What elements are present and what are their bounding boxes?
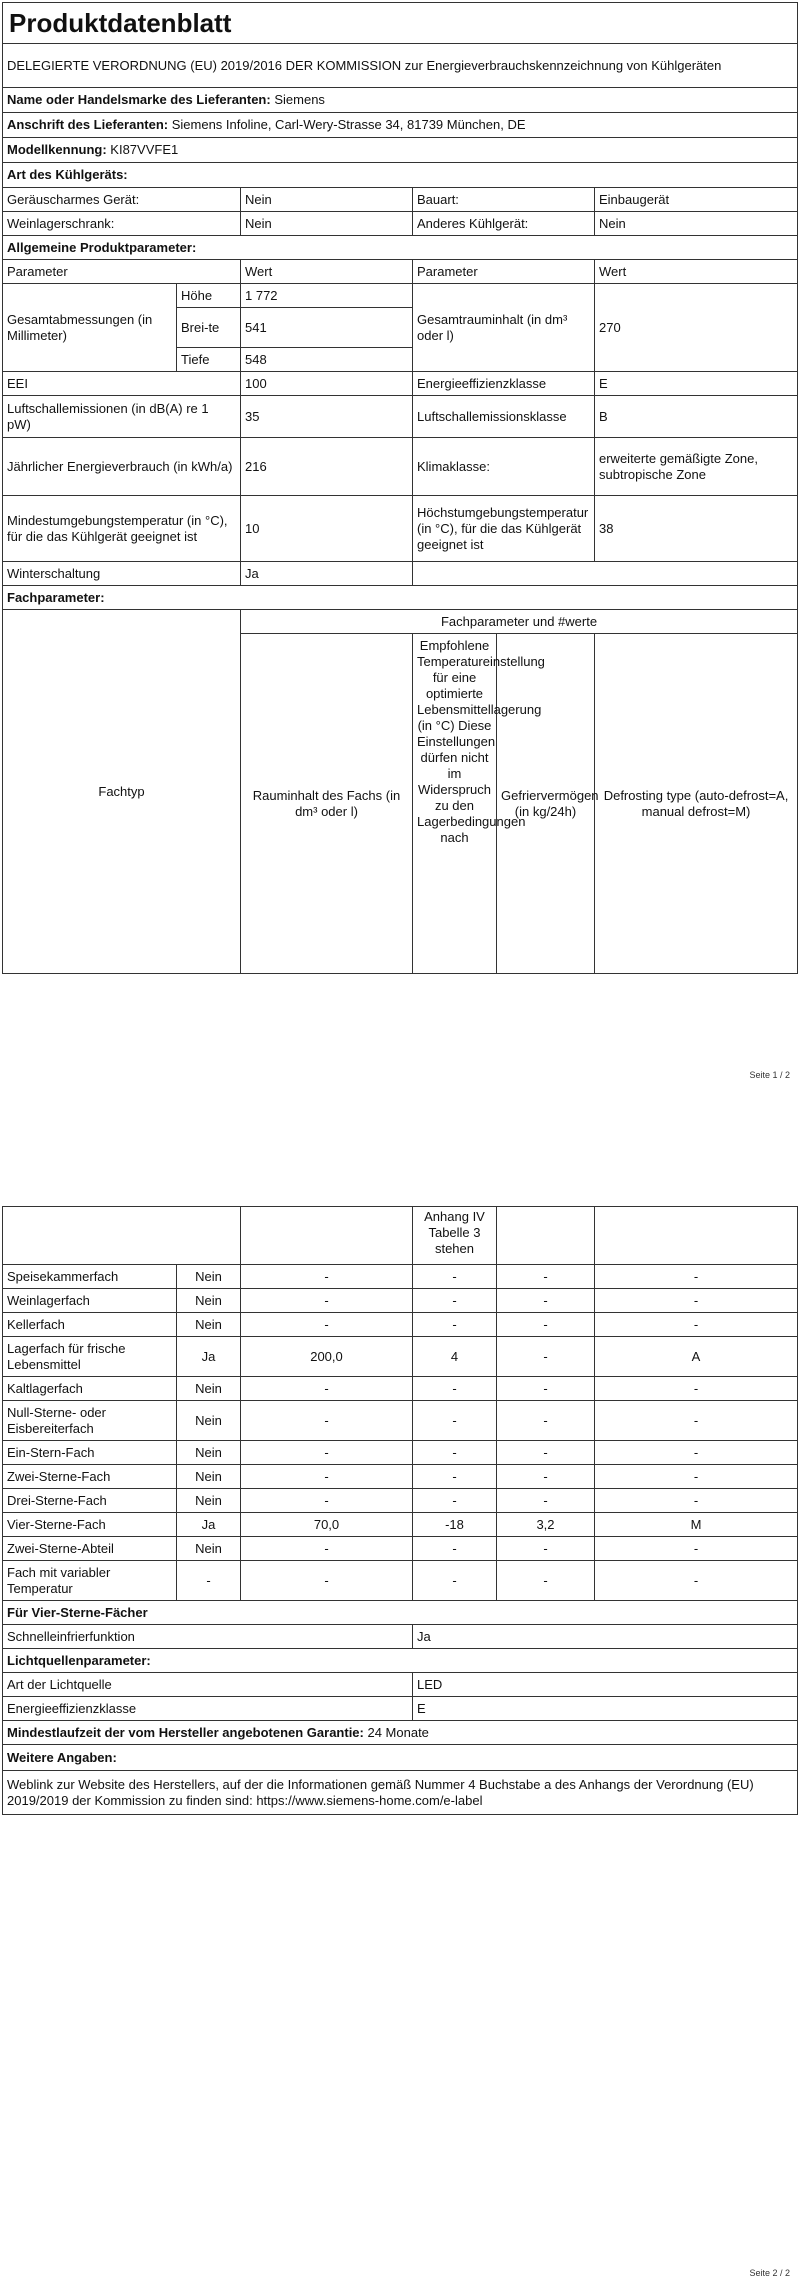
empty-cell xyxy=(595,1207,798,1265)
compartment-temperature: - xyxy=(413,1289,497,1313)
total-volume-value: 270 xyxy=(595,284,798,372)
compartment-name: Fach mit variabler Temperatur xyxy=(3,1561,177,1601)
depth-value: 548 xyxy=(241,348,413,372)
compartment-present: Nein xyxy=(177,1441,241,1465)
compartment-defrost-type: - xyxy=(595,1401,798,1441)
compartment-present: Ja xyxy=(177,1513,241,1537)
compartment-row xyxy=(3,1441,798,1465)
param-header: Parameter xyxy=(3,260,241,284)
compartment-defrost-type: - xyxy=(595,1265,798,1289)
quick-freeze-label: Schnelleinfrierfunktion xyxy=(3,1625,413,1649)
width-label: Brei-te xyxy=(177,308,241,348)
art-label: Anderes Kühlgerät: xyxy=(413,212,595,236)
compartment-defrost-type: - xyxy=(595,1377,798,1401)
param-header: Parameter xyxy=(413,260,595,284)
compartment-freezing-capacity: - xyxy=(497,1441,595,1465)
compartment-row xyxy=(3,1265,798,1289)
general-params-heading: Allgemeine Produktparameter: xyxy=(3,236,798,260)
compartment-params-heading: Fachparameter: xyxy=(3,586,798,610)
model-row xyxy=(3,138,798,163)
supplier-value: Siemens xyxy=(274,92,325,107)
compartment-name: Null-Sterne- oder Eisbereiterfach xyxy=(3,1401,177,1441)
compartment-defrost-type: M xyxy=(595,1513,798,1537)
compartment-volume: - xyxy=(241,1289,413,1313)
compartment-freezing-capacity: - xyxy=(497,1465,595,1489)
compartment-defrost-type: - xyxy=(595,1313,798,1337)
datasheet-page-1 xyxy=(2,2,797,974)
temperature-header-continued: Anhang IV Tabelle 3 stehen xyxy=(413,1207,497,1265)
param-value: 38 xyxy=(595,496,798,562)
compartment-temperature: - xyxy=(413,1441,497,1465)
param-value: 100 xyxy=(241,372,413,396)
compartment-freezing-capacity: - xyxy=(497,1377,595,1401)
compartment-defrost-type: A xyxy=(595,1337,798,1377)
weblink-text: Weblink zur Website des Herstellers, auf der die Informationen gemäß Nummer 4 Buchstabe a des Anhangs der Verordnung (EU) 2019/2019 der Kommission zu finden sind: https://www.siemens-home.com/e-label xyxy=(3,1771,798,1815)
compartment-name: Kellerfach xyxy=(3,1313,177,1337)
compartment-temperature: - xyxy=(413,1313,497,1337)
compartment-freezing-capacity: 3,2 xyxy=(497,1513,595,1537)
param-value: 35 xyxy=(241,396,413,438)
warranty-row xyxy=(3,1721,798,1745)
compartment-temperature: - xyxy=(413,1537,497,1561)
total-volume-label: Gesamtrauminhalt (in dm³ oder l) xyxy=(413,284,595,372)
compartment-defrost-type: - xyxy=(595,1537,798,1561)
compartment-present: - xyxy=(177,1561,241,1601)
compartment-volume: - xyxy=(241,1465,413,1489)
compartment-present: Nein xyxy=(177,1537,241,1561)
compartment-group-header: Fachparameter und #werte xyxy=(241,610,798,634)
param-label: Mindestumgebungstemperatur (in °C), für die das Kühlgerät geeignet ist xyxy=(3,496,241,562)
compartment-row xyxy=(3,1513,798,1537)
volume-header: Rauminhalt des Fachs (in dm³ oder l) xyxy=(241,634,413,974)
address-label: Anschrift des Lieferanten: xyxy=(7,117,169,132)
depth-label: Tiefe xyxy=(177,348,241,372)
dimensions-label: Gesamtabmessungen (in Millimeter) xyxy=(3,284,177,372)
art-label: Weinlagerschrank: xyxy=(3,212,241,236)
compartment-row xyxy=(3,1561,798,1601)
compartment-present: Nein xyxy=(177,1377,241,1401)
compartment-row xyxy=(3,1289,798,1313)
compartment-name: Zwei-Sterne-Fach xyxy=(3,1465,177,1489)
page-2 xyxy=(0,1148,800,2285)
compartment-defrost-type: - xyxy=(595,1289,798,1313)
compartment-freezing-capacity: - xyxy=(497,1401,595,1441)
compartment-name: Zwei-Sterne-Abteil xyxy=(3,1537,177,1561)
compartment-name: Speisekammerfach xyxy=(3,1265,177,1289)
compartment-name: Kaltlagerfach xyxy=(3,1377,177,1401)
supplier-label: Name oder Handelsmarke des Lieferanten: xyxy=(7,92,271,107)
compartment-temperature: - xyxy=(413,1465,497,1489)
compartment-freezing-capacity: - xyxy=(497,1561,595,1601)
compartment-temperature: 4 xyxy=(413,1337,497,1377)
compartment-row xyxy=(3,1313,798,1337)
winter-label: Winterschaltung xyxy=(3,562,241,586)
datasheet-table-1 xyxy=(2,2,798,974)
empty-cell xyxy=(3,1207,241,1265)
compartment-row xyxy=(3,1401,798,1441)
compartment-name: Weinlagerfach xyxy=(3,1289,177,1313)
empty-cell xyxy=(241,1207,413,1265)
light-type-value: LED xyxy=(413,1673,798,1697)
compartment-freezing-capacity: - xyxy=(497,1289,595,1313)
datasheet-table-2 xyxy=(2,1206,798,1815)
compartment-freezing-capacity: - xyxy=(497,1337,595,1377)
art-value: Einbaugerät xyxy=(595,188,798,212)
param-label: Klimaklasse: xyxy=(413,438,595,496)
compartment-name: Vier-Sterne-Fach xyxy=(3,1513,177,1537)
compartment-row xyxy=(3,1537,798,1561)
param-label: Energieeffizienzklasse xyxy=(413,372,595,396)
compartment-volume: - xyxy=(241,1537,413,1561)
compartment-temperature: -18 xyxy=(413,1513,497,1537)
quick-freeze-value: Ja xyxy=(413,1625,798,1649)
param-label: Höchstumgebungstemperatur (in °C), für die das Kühlgerät geeignet ist xyxy=(413,496,595,562)
appliance-type-heading: Art des Kühlgeräts: xyxy=(3,163,798,188)
compartment-defrost-type: - xyxy=(595,1561,798,1601)
address-value: Siemens Infoline, Carl-Wery-Strasse 34, 81739 München, DE xyxy=(171,117,526,132)
winter-value: Ja xyxy=(241,562,413,586)
compartment-volume: 70,0 xyxy=(241,1513,413,1537)
param-value: 10 xyxy=(241,496,413,562)
height-value: 1 772 xyxy=(241,284,413,308)
param-label: Luftschallemissionen (in dB(A) re 1 pW) xyxy=(3,396,241,438)
compartment-present: Nein xyxy=(177,1265,241,1289)
param-value: E xyxy=(595,372,798,396)
compartment-volume: - xyxy=(241,1561,413,1601)
compartment-present: Nein xyxy=(177,1465,241,1489)
compartment-name: Lagerfach für frische Lebensmittel xyxy=(3,1337,177,1377)
compartment-present: Ja xyxy=(177,1337,241,1377)
freezing-capacity-header: Gefriervermögen (in kg/24h) xyxy=(497,634,595,974)
art-value: Nein xyxy=(241,188,413,212)
compartment-temperature: - xyxy=(413,1489,497,1513)
art-value: Nein xyxy=(595,212,798,236)
compartment-row xyxy=(3,1377,798,1401)
temperature-header: Empfohlene Temperatureinstellung für eine optimierte Lebensmittellagerung (in °C) Diese Einstellungen dürfen nicht im Widerspruch zu den Lagerbedingungen nach xyxy=(413,634,497,974)
compartment-volume: - xyxy=(241,1441,413,1465)
value-header: Wert xyxy=(595,260,798,284)
additional-info-heading: Weitere Angaben: xyxy=(3,1745,798,1771)
model-value: KI87VVFE1 xyxy=(110,142,179,157)
param-label: EEI xyxy=(3,372,241,396)
compartment-name: Ein-Stern-Fach xyxy=(3,1441,177,1465)
light-class-label: Energieeffizienzklasse xyxy=(3,1697,413,1721)
compartment-row xyxy=(3,1489,798,1513)
warranty-label: Mindestlaufzeit der vom Hersteller angebotenen Garantie: xyxy=(7,1724,364,1740)
compartment-volume: 200,0 xyxy=(241,1337,413,1377)
page-number: Seite 2 / 2 xyxy=(749,2268,790,2278)
light-class-value: E xyxy=(413,1697,798,1721)
art-label: Bauart: xyxy=(413,188,595,212)
compartment-temperature: - xyxy=(413,1377,497,1401)
compartment-volume: - xyxy=(241,1377,413,1401)
address-row xyxy=(3,113,798,138)
value-header: Wert xyxy=(241,260,413,284)
compartment-freezing-capacity: - xyxy=(497,1489,595,1513)
regulation-text: DELEGIERTE VERORDNUNG (EU) 2019/2016 DER KOMMISSION zur Energieverbrauchskennzeichnung von Kühlgeräten xyxy=(3,44,798,88)
light-type-label: Art der Lichtquelle xyxy=(3,1673,413,1697)
param-value: 216 xyxy=(241,438,413,496)
param-value: erweiterte gemäßigte Zone, subtropische Zone xyxy=(595,438,798,496)
compartment-volume: - xyxy=(241,1313,413,1337)
supplier-row xyxy=(3,88,798,113)
compartment-temperature: - xyxy=(413,1401,497,1441)
compartment-volume: - xyxy=(241,1489,413,1513)
model-label: Modellkennung: xyxy=(7,142,107,157)
param-label: Jährlicher Energieverbrauch (in kWh/a) xyxy=(3,438,241,496)
art-value: Nein xyxy=(241,212,413,236)
datasheet-page-2 xyxy=(2,1206,797,1815)
compartment-type-header: Fachtyp xyxy=(3,610,241,974)
compartment-freezing-capacity: - xyxy=(497,1313,595,1337)
compartment-name: Drei-Sterne-Fach xyxy=(3,1489,177,1513)
compartment-freezing-capacity: - xyxy=(497,1265,595,1289)
defrost-type-header: Defrosting type (auto-defrost=A, manual defrost=M) xyxy=(595,634,798,974)
compartments-list xyxy=(3,1265,798,1601)
param-value: B xyxy=(595,396,798,438)
empty-cell xyxy=(413,562,798,586)
compartment-present: Nein xyxy=(177,1489,241,1513)
compartment-defrost-type: - xyxy=(595,1441,798,1465)
compartment-volume: - xyxy=(241,1401,413,1441)
compartment-temperature: - xyxy=(413,1265,497,1289)
compartment-present: Nein xyxy=(177,1401,241,1441)
page-number: Seite 1 / 2 xyxy=(749,1070,790,1080)
compartment-volume: - xyxy=(241,1265,413,1289)
height-label: Höhe xyxy=(177,284,241,308)
compartment-row xyxy=(3,1337,798,1377)
width-value: 541 xyxy=(241,308,413,348)
art-label: Geräuscharmes Gerät: xyxy=(3,188,241,212)
param-label: Luftschallemissionsklasse xyxy=(413,396,595,438)
compartment-row xyxy=(3,1465,798,1489)
compartment-defrost-type: - xyxy=(595,1465,798,1489)
compartment-freezing-capacity: - xyxy=(497,1537,595,1561)
compartment-defrost-type: - xyxy=(595,1489,798,1513)
compartment-present: Nein xyxy=(177,1313,241,1337)
compartment-temperature: - xyxy=(413,1561,497,1601)
document-title: Produktdatenblatt xyxy=(3,3,798,44)
four-star-heading: Für Vier-Sterne-Fächer xyxy=(3,1601,798,1625)
compartment-present: Nein xyxy=(177,1289,241,1313)
light-source-heading: Lichtquellenparameter: xyxy=(3,1649,798,1673)
warranty-value: 24 Monate xyxy=(367,1724,429,1740)
empty-cell xyxy=(497,1207,595,1265)
